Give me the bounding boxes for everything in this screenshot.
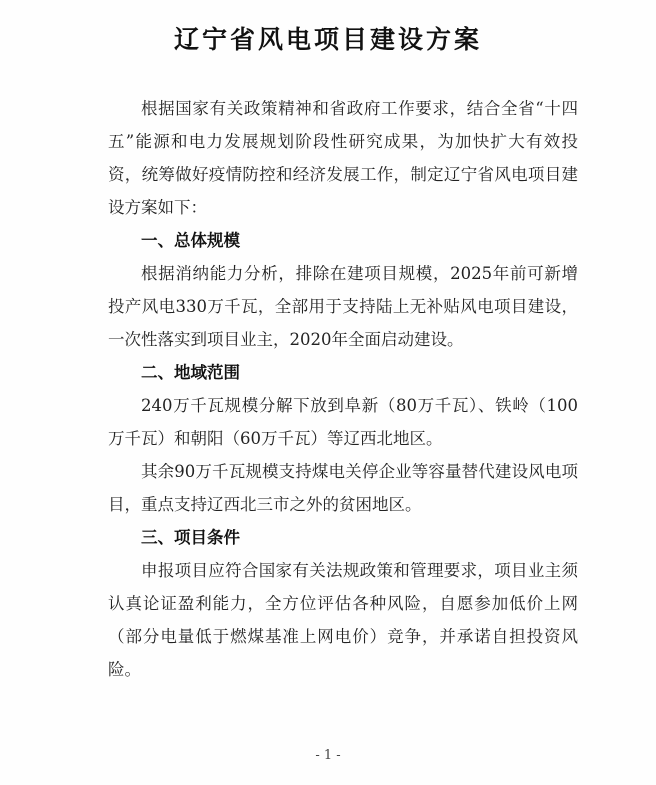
section-paragraph: 240万千瓦规模分解下放到阜新（80万千瓦）、铁岭（100万千瓦）和朝阳（60万千瓦）等辽西北地区。 (108, 396, 578, 448)
section-paragraph: 根据消纳能力分析，排除在建项目规模，2025年前可新增投产风电330万千瓦，全部用于支持陆上无补贴风电项目建设，一次性落实到项目业主，2020年全面启动建设。 (108, 264, 578, 349)
intro-paragraph: 根据国家有关政策精神和省政府工作要求，结合全省“十四五”能源和电力发展规划阶段性研究成果，为加快扩大有效投资，统筹做好疫情防控和经济发展工作，制定辽宁省风电项目建设方案如下： (108, 99, 578, 217)
page-title: 辽宁省风电项目建设方案 (173, 25, 482, 54)
section-heading: 二、地域范围 (141, 363, 240, 382)
section-paragraph: 其余90万千瓦规模支持煤电关停企业等容量替代建设风电项目，重点支持辽西北三市之外的贫困地区。 (108, 462, 578, 514)
document-body (108, 92, 578, 686)
section-paragraph: 申报项目应符合国家有关法规政策和管理要求，项目业主须认真论证盈利能力，全方位评估各种风险，自愿参加低价上网（部分电量低于燃煤基准上网电价）竞争，并承诺自担投资风险。 (108, 561, 578, 679)
section-heading: 一、总体规模 (141, 231, 240, 250)
section-heading: 三、项目条件 (141, 528, 240, 547)
page-number: - 1 - (315, 748, 341, 763)
